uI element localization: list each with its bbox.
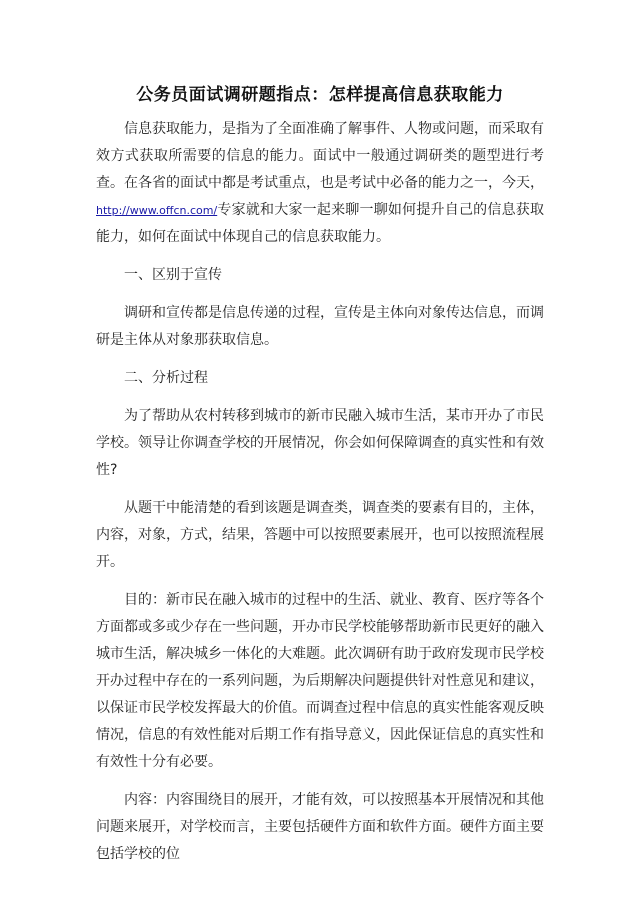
question-paragraph: 为了帮助从农村转移到城市的新市民融入城市生活，某市开办了市民学校。领导让你调查学校的开展情况，你会如何保障调查的真实性和有效性? — [96, 408, 544, 478]
purpose-paragraph: 目的：新市民在融入城市的过程中的生活、就业、教育、医疗等各个方面都或多或少存在一些问题，开办市民学校能够帮助新市民更好的融入城市生活，解决城乡一体化的大难题。此次调研有助于政府发现市民学校开办过程中存在的一系列问题，为后期解决问题提供针对性意见和建议，以保证市民学校发挥最大的价值。而调查过程中信息的真实性能客观反映情况，信息的有效性能对后期工作有指导意义，因此保证信息的真实性和有效性十分有必要。 — [96, 592, 544, 770]
offcn-link[interactable]: http://www.offcn.com/ — [96, 204, 218, 217]
analysis-paragraph: 从题干中能清楚的看到该题是调查类，调查类的要素有目的，主体，内容，对象，方式，结果，答题中可以按照要素展开，也可以按照流程展开。 — [96, 500, 544, 570]
intro-text-before-link: 信息获取能力，是指为了全面准确了解事件、人物或问题，而采取有效方式获取所需要的信息的能力。面试中一般通过调研类的题型进行考查。在各省的面试中都是考试重点，也是考试中必备的能力之一，今天， — [96, 121, 544, 191]
content-paragraph: 内容：内容围绕目的展开，才能有效，可以按照基本开展情况和其他问题来展开，对学校而言，主要包括硬件方面和软件方面。硬件方面主要包括学校的位 — [96, 792, 544, 862]
section2-heading: 二、分析过程 — [124, 370, 208, 386]
section1-heading: 一、区别于宣传 — [124, 267, 222, 283]
intro-paragraph — [96, 116, 544, 251]
section1-paragraph: 调研和宣传都是信息传递的过程，宣传是主体向对象传达信息，而调研是主体从对象那获取信息。 — [96, 305, 544, 348]
intro-text-after-link: 专家就和大家一起来聊一聊如何提升自己的信息获取能力，如何在面试中体现自己的信息获取能力。 — [96, 202, 544, 245]
page-title: 公务员面试调研题指点：怎样提高信息获取能力 — [136, 85, 504, 105]
